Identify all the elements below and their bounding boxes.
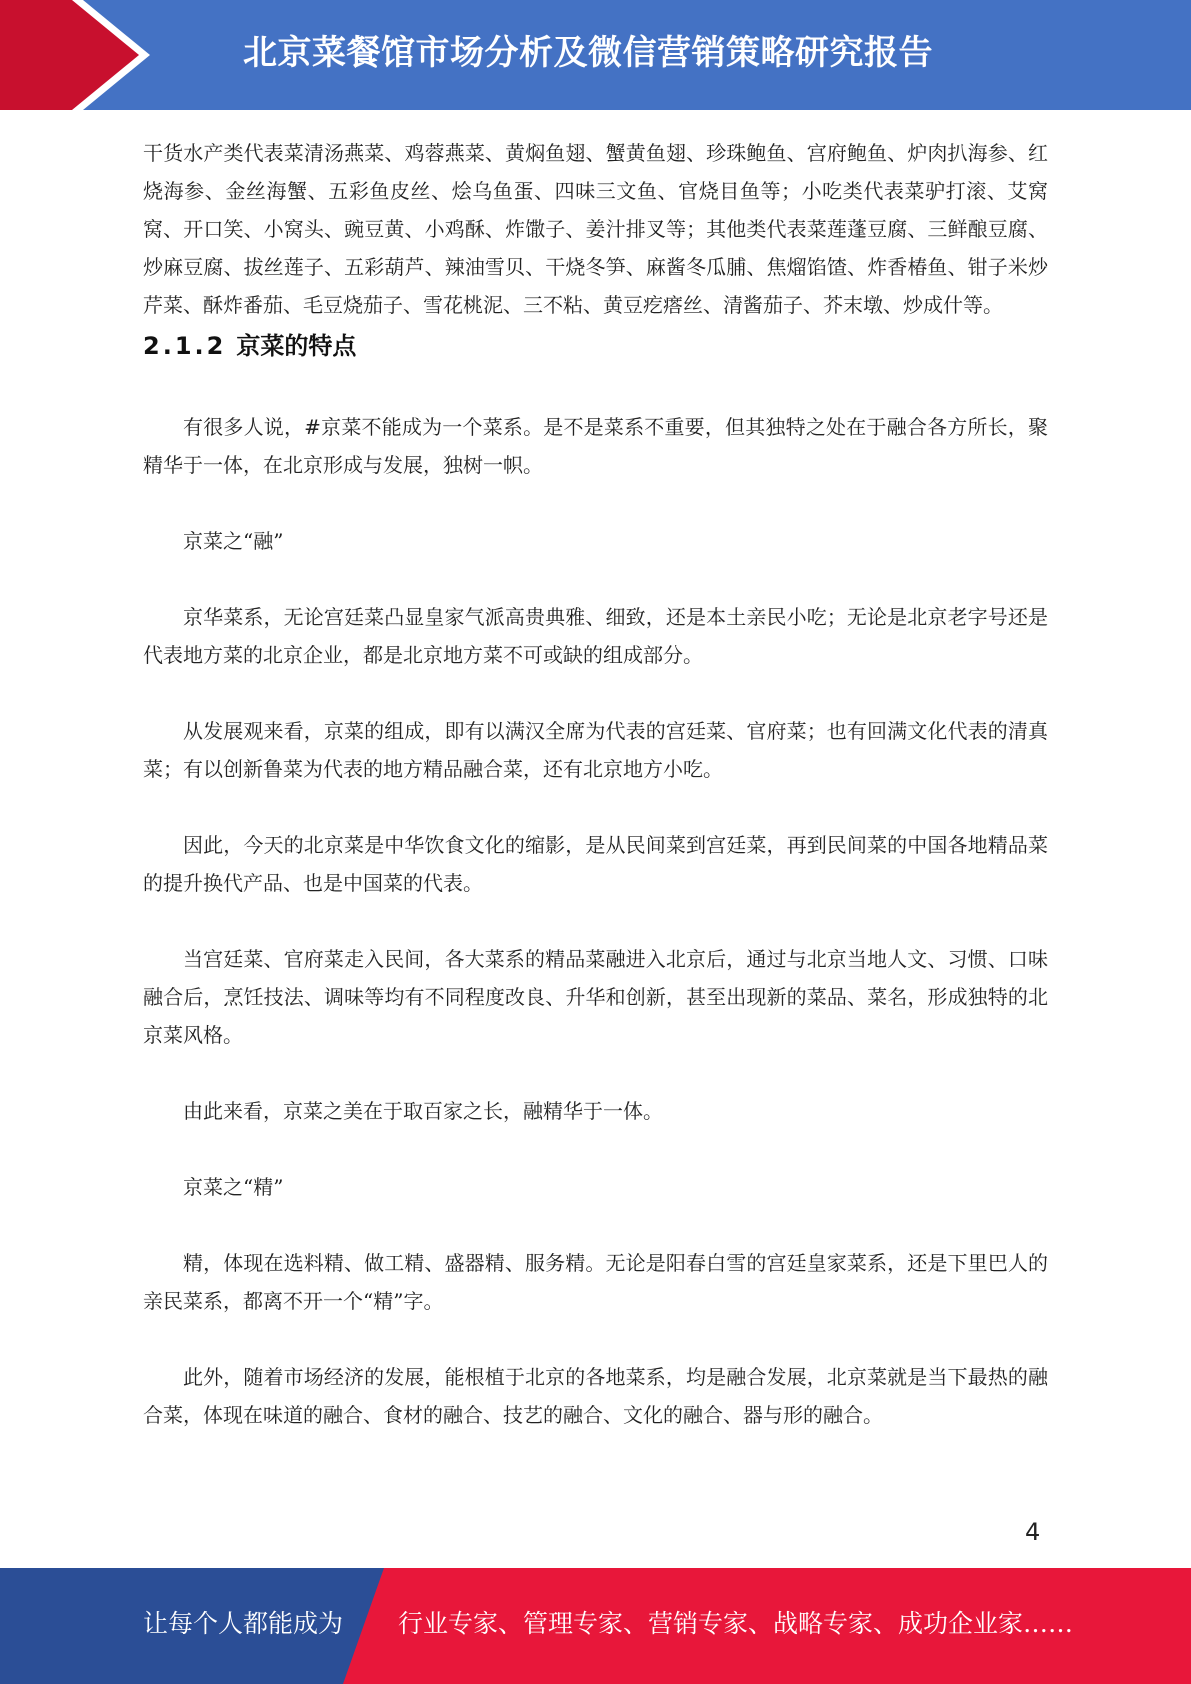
paragraph-8: 此外，随着市场经济的发展，能根植于北京的各地菜系，均是融合发展，北京菜就是当下最热的融合菜，体现在味道的融合、食材的融合、技艺的融合、文化的融合、器与形的融合。 [143, 1365, 1048, 1427]
spacer [143, 902, 1048, 940]
paragraph-2: 京华菜系，无论宫廷菜凸显皇家气派高贵典雅、细致，还是本土亲民小吃；无论是北京老字号还是代表地方菜的北京企业，都是北京地方菜不可或缺的组成部分。 [143, 605, 1048, 667]
spacer [143, 560, 1048, 598]
report-title: 北京菜餐馆市场分析及微信营销策略研究报告 [243, 33, 933, 73]
spacer [143, 788, 1048, 826]
section-heading [143, 324, 1048, 370]
paragraph-1: 有很多人说，#京菜不能成为一个菜系。是不是菜系不重要，但其独特之处在于融合各方所长，聚精华于一体，在北京形成与发展，独树一帜。 [143, 415, 1048, 477]
header-chevron-arrow [0, 0, 140, 110]
intro-paragraph: 干货水产类代表菜清汤燕菜、鸡蓉燕菜、黄焖鱼翅、蟹黄鱼翅、珍珠鲍鱼、宫府鲍鱼、炉肉扒海参、红烧海参、金丝海蟹、五彩鱼皮丝、烩乌鱼蛋、四味三文鱼、官烧目鱼等；小吃类代表菜驴打滚、艾窝窝、开口笑、小窝头、豌豆黄、小鸡酥、炸馓子、姜汁排叉等；其他类代表菜莲蓬豆腐、三鲜酿豆腐、炒麻豆腐、拔丝莲子、五彩葫芦、辣油雪贝、干烧冬笋、麻酱冬瓜脯、焦熘馅馇、炸香椿鱼、钳子米炒芹菜、酥炸番茄、毛豆烧茄子、雪花桃泥、三不粘、黄豆疙瘩丝、清酱茄子、芥末墩、炒成什等。 [143, 141, 1048, 317]
footer-slogan-right: 行业专家、管理专家、营销专家、战略专家、成功企业家…… [398, 1609, 1074, 1638]
paragraph-3: 从发展观来看，京菜的组成，即有以满汉全席为代表的宫廷菜、官府菜；也有回满文化代表的清真菜；有以创新鲁菜为代表的地方精品融合菜，还有北京地方小吃。 [143, 719, 1048, 781]
footer-banner [0, 1568, 1191, 1684]
spacer [143, 1054, 1048, 1092]
section-title: 京菜的特点 [236, 332, 357, 360]
spacer [143, 1206, 1048, 1244]
spacer [143, 1130, 1048, 1168]
footer-slogan-left: 让每个人都能成为 [143, 1609, 344, 1638]
subheading-rong: 京菜之“融” [183, 529, 284, 553]
paragraph-5: 当宫廷菜、官府菜走入民间，各大菜系的精品菜融进入北京后，通过与北京当地人文、习惯、口味融合后，烹饪技法、调味等均有不同程度改良、升华和创新，甚至出现新的菜品、菜名，形成独特的北京菜风格。 [143, 947, 1048, 1047]
paragraph-6: 由此来看，京菜之美在于取百家之长，融精华于一体。 [183, 1099, 663, 1123]
spacer [143, 484, 1048, 522]
paragraph-7: 精，体现在选料精、做工精、盛器精、服务精。无论是阳春白雪的宫廷皇家菜系，还是下里巴人的亲民菜系，都离不开一个“精”字。 [143, 1251, 1048, 1313]
spacer [143, 370, 1048, 408]
header-banner [0, 0, 1191, 110]
page-body [143, 134, 1048, 1434]
page-number: 4 [1025, 1518, 1041, 1546]
paragraph-4: 因此，今天的北京菜是中华饮食文化的缩影，是从民间菜到宫廷菜，再到民间菜的中国各地精品菜的提升换代产品、也是中国菜的代表。 [143, 833, 1048, 895]
spacer [143, 1320, 1048, 1358]
subheading-jing: 京菜之“精” [183, 1175, 284, 1199]
section-number: 2.1.2 [143, 332, 227, 360]
spacer [143, 674, 1048, 712]
